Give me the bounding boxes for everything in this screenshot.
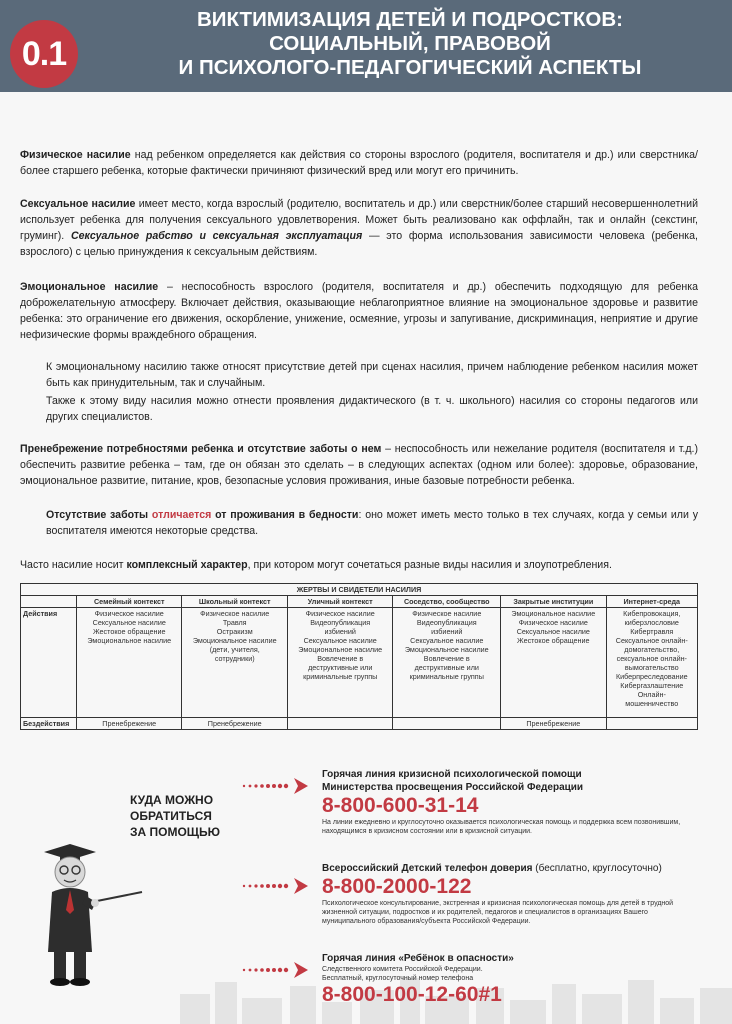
help-question-text: КУДА МОЖНО ОБРАТИТЬСЯ ЗА ПОМОЩЬЮ xyxy=(130,793,221,839)
table-cell: Физическое насилие Видеопубликация избиений Сексуальное насилие Эмоциональное насилие Вовлечение в деструктивные или криминальные группы xyxy=(393,608,501,718)
table-header-cell xyxy=(21,596,77,608)
hotline-title-main: Всероссийский Детский телефон доверия xyxy=(322,863,533,874)
term-sexual-violence: Сексуальное насилие xyxy=(20,198,136,210)
table-cell: Пренебрежение xyxy=(77,718,182,730)
arrow-icon xyxy=(238,776,318,796)
paragraph-text: имеет место, когда взрослый (родителю, воспитатель и др.) или сверстник/более старший несовершеннолетний использует ребенка для получения сексуального удовлетворения. Может быть реализовано как оффлайн, так и онлайн (секстинг, груминг). xyxy=(20,198,698,242)
table-cell xyxy=(606,718,697,730)
paragraph-text: — это форма использования зависимости человека (ребенка, взрослого) с целью принуждения к сексуальным действиям. xyxy=(20,230,698,258)
hotline-title-suffix: (бесплатно, круглосуточно) xyxy=(532,863,662,874)
term-complex: комплексный характер xyxy=(126,559,248,571)
table-title: ЖЕРТВЫ И СВИДЕТЕЛИ НАСИЛИЯ xyxy=(21,584,698,596)
hotline-description: Следственного комитета Российской Федерации. Бесплатный, круглосуточный номер телефона xyxy=(322,966,483,982)
teacher-illustration xyxy=(30,840,150,990)
paragraph-text: – неспособность или нежелание родителя (воспитателя и т.д.) обеспечить развитие ребенка – там, где он обязан это сделать – в следующих аспектах (одном или более): здоровье, образование, эмоциональное развитие, питание, кров, безопасные условия проживания, иные базовые потребности ребенка. xyxy=(20,443,698,487)
term-lack-of-care: Отсутствие заботы xyxy=(46,509,152,521)
table-header-cell: Уличный контекст xyxy=(287,596,392,608)
hotline-phone[interactable]: 8-800-600-31-14 xyxy=(322,794,479,817)
paragraph-emotional-violence xyxy=(20,279,698,343)
term-sexual-slavery: Сексуальное рабство и сексуальная эксплуатация xyxy=(70,230,363,242)
hotline-title: Горячая линия «Ребёнок в опасности» xyxy=(322,953,514,964)
page-header xyxy=(0,0,732,92)
paragraph-text: Также к этому виду насилия можно отнести проявления дидактического (в т. ч. школьного) насилия со стороны педагогов или других специалистов. xyxy=(46,395,698,423)
arrow-icon xyxy=(238,876,318,896)
hotline-2 xyxy=(322,862,702,926)
arrow-icon xyxy=(238,960,318,980)
row-label-actions: Действия xyxy=(21,608,77,718)
hotline-title: Горячая линия кризисной психологической помощи Министерства просвещения Российской Федерации xyxy=(322,769,584,793)
table-header-cell: Семейный контекст xyxy=(77,596,182,608)
table-row xyxy=(21,718,698,730)
table-header-row xyxy=(21,596,698,608)
paragraph-text: Часто насилие носит xyxy=(20,559,127,571)
table-header-cell: Закрытые институции xyxy=(501,596,606,608)
term-poverty: от проживания в бедности xyxy=(211,509,359,521)
table-cell: Пренебрежение xyxy=(501,718,606,730)
title-line-1: ВИКТИМИЗАЦИЯ ДЕТЕЙ И ПОДРОСТКОВ: xyxy=(196,8,623,31)
help-question xyxy=(130,792,220,840)
highlight-differs: отличается xyxy=(151,509,212,521)
paragraph-text: , при котором могут сочетаться разные виды насилия и злоупотребления. xyxy=(247,559,612,571)
table-cell: Пренебрежение xyxy=(182,718,287,730)
row-label-inaction: Бездействия xyxy=(21,718,77,730)
section-number-badge: 0.1 xyxy=(10,20,78,88)
hotline-phone[interactable]: 8-800-2000-122 xyxy=(322,875,472,898)
paragraph-text: : оно может иметь место только в тех случаях, когда у семьи или у воспитателя имеются некоторые средства. xyxy=(46,509,698,537)
table-cell: Эмоциональное насилие Физическое насилие Сексуальное насилие Жестокое обращение xyxy=(501,608,606,718)
hotline-3 xyxy=(322,952,702,1007)
paragraph-sexual-violence xyxy=(20,196,698,260)
paragraph-neglect xyxy=(20,441,698,489)
paragraph-complex xyxy=(20,557,612,573)
table-header-cell: Школьный контекст xyxy=(182,596,287,608)
title-line-2: СОЦИАЛЬНЫЙ, ПРАВОВОЙ xyxy=(269,32,551,55)
term-emotional-violence: Эмоциональное насилие xyxy=(20,281,159,293)
table-row xyxy=(21,608,698,718)
hotline-phone[interactable]: 8-800-100-12-60#1 xyxy=(322,983,502,1006)
paragraph-text: над ребенком определяется как действия со стороны взрослого (родителя, воспитателя и др.) или сверстника/более старшего ребенка, которые фактически причиняют физический вред или могут его причинить. xyxy=(20,149,698,177)
hotline-title xyxy=(322,862,702,875)
table-cell: Физическое насилие Сексуальное насилие Жестокое обращение Эмоциональное насилие xyxy=(77,608,182,718)
title-line-3: И ПСИХОЛОГО-ПЕДАГОГИЧЕСКИЙ АСПЕКТЫ xyxy=(178,56,642,79)
table-cell: Физическое насилие Видеопубликация избиений Сексуальное насилие Эмоциональное насилие Вовлечение в деструктивные или криминальные группы xyxy=(287,608,392,718)
paragraph-physical-violence xyxy=(20,147,698,179)
paragraph-text: – неспособность взрослого (родителя, воспитателя и др.) обеспечить подходящую для ребенка доброжелательную атмосферу. Включает действия, оказывающие неблагоприятное влияние на эмоциональное здоровье и развитие ребенка: это ограничение его движения, оскорбление, унижение, осмеяние, угрозы и запугивание, дискриминация, неприятие и другие нефизические формы враждебного обращения. xyxy=(20,281,698,341)
page-title xyxy=(110,8,710,80)
table-cell xyxy=(393,718,501,730)
victims-table xyxy=(20,583,698,730)
paragraph-witness-violence: К эмоциональному насилию также относят присутствие детей при сценах насилия, причем наблюдение ребенком насилия может быть как принудительным, так и случайным. xyxy=(46,361,698,389)
table-header-cell: Соседство, сообщество xyxy=(393,596,501,608)
paragraph-neglect-vs-poverty xyxy=(20,507,698,539)
term-physical-violence: Физическое насилие xyxy=(20,149,131,161)
table-cell: Физическое насилие Травля Остракизм Эмоциональное насилие (дети, учителя, сотрудники) xyxy=(182,608,287,718)
hotline-description: Психологическое консультирование, экстренная и кризисная психологическая помощь для детей в трудной жизненной ситуации, подростков и их родителей, педагогов и специалистов в организациях Вашего муниципального образования/субъекта Российской Федерации. xyxy=(322,900,674,925)
table-cell: Кибепровокация, киберзлословие Кибертравля Сексуальное онлайн- домогательство, сексуальное онлайн- вымогательство Киберпреследование Кибергазлаштение Онлайн- мошенничество xyxy=(606,608,697,718)
table-cell xyxy=(287,718,392,730)
paragraph-didactic-violence xyxy=(20,393,698,425)
hotline-1 xyxy=(322,768,702,836)
term-neglect: Пренебрежение потребностями ребенка и отсутствие заботы о нем xyxy=(20,443,382,455)
table-header-cell: Интернет-среда xyxy=(606,596,697,608)
hotline-description: На линии ежедневно и круглосуточно оказывается психологическая помощь и поддержка всем позвонившим, находящимся в кризисном состоянии или в кризисной ситуации. xyxy=(322,819,681,835)
